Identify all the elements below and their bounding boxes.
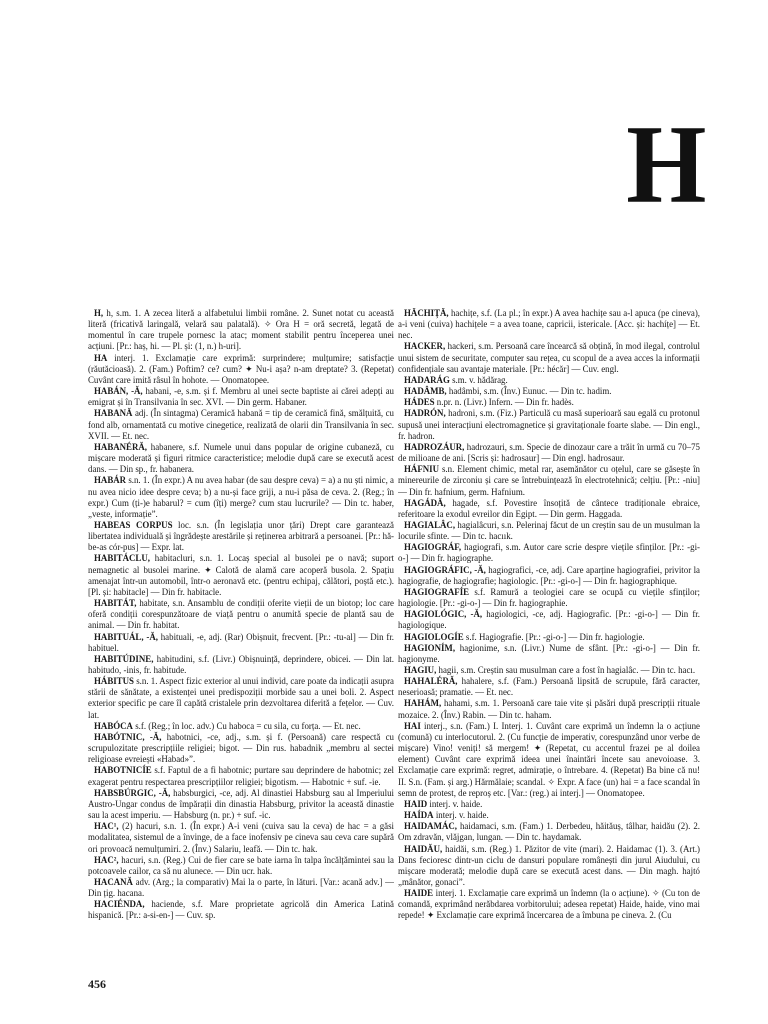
- entry-headword: HAGIALÂC,: [404, 519, 456, 530]
- entry-headword: HABEAS CORPUS: [94, 519, 173, 530]
- dictionary-entry: [88, 821, 394, 854]
- dictionary-entry: [88, 788, 394, 821]
- entry-headword: HAHALÉRĂ,: [404, 676, 458, 687]
- entry-definition: habituali, -e, adj. (Rar) Obișnuit, frecvent. [Pr.: -tu-al] — Din fr. habituel.: [88, 631, 394, 653]
- dictionary-entry: [88, 386, 394, 408]
- dictionary-entry: [88, 877, 394, 899]
- dictionary-entry: [398, 565, 700, 587]
- entry-definition: loc. s.n. (În legislația unor țări) Drept care garantează libertatea individuală și îngrădește arestările și reținerea arbitrară a persoanei. [Pr.: hă-be-as cór-pus] — Expr. lat.: [88, 519, 394, 553]
- dictionary-entry: [398, 632, 700, 643]
- dictionary-entry: [398, 520, 700, 542]
- entry-definition: habotnici, -ce, adj., s.m. și f. (Persoană) care respectă cu scrupulozitate prescripțiile religiei; bigot. — Din rus. habadnik „membru al sectei religioase evreiești «Habad»”.: [88, 731, 394, 765]
- entry-definition: hackeri, s.m. Persoană care încearcă să obțină, în mod ilegal, controlul unui sistem de securitate, computer sau rețea, cu scopul de a avea acces la informații confidențiale sau avantaje materiale. [Pr.: hécăr] — Cuv. engl.: [398, 341, 700, 374]
- entry-definition: s.f. Faptul de a fi habotnic; purtare sau deprindere de habotnic; zel exagerat pentru respectarea prescripțiilor religiei; bigotism. — Habotnic + suf. -ie.: [88, 765, 394, 787]
- entry-definition: habanere, s.f. Numele unui dans popular de origine cubaneză, cu mișcare moderată și figuri ritmice caracteristice; melodie după care se execută acest dans. — Din sp., fr. habanera.: [88, 441, 394, 475]
- entry-definition: hagiologici, -ce, adj. Hagiografic. [Pr.: -gi-o-] — Din fr. hagiologique.: [398, 609, 700, 631]
- dictionary-entry: [398, 888, 700, 921]
- entry-headword: HABITÁT,: [94, 598, 137, 609]
- entry-headword: HAID: [404, 798, 428, 809]
- dictionary-entry: [88, 408, 394, 441]
- dictionary-entry: [398, 676, 700, 698]
- dictionary-entry: [398, 498, 700, 520]
- entry-definition: hahalere, s.f. (Fam.) Persoană lipsită de scrupule, fără caracter, neserioasă; pramatie. — Et. nec.: [398, 676, 700, 698]
- entry-definition: interj. v. haide.: [427, 798, 483, 809]
- entry-headword: HAGIOLÓGIC, -Ă,: [404, 609, 483, 620]
- entry-headword: HABITUÁL, -Ă,: [94, 631, 158, 642]
- dictionary-entry: [398, 408, 700, 441]
- entry-definition: haciende, s.f. Mare proprietate agricolă din America Latină hispanică. [Pr.: a-si-en-] — Cuv. sp.: [88, 899, 394, 921]
- dictionary-entry: [398, 341, 700, 374]
- entry-definition: s.n. 1. Aspect fizic exterior al unui individ, care poate da indicații asupra stării de sănătate, a existenței unei predispoziții morbide sau a unei boli. 2. Aspect exterior specific pe care îl capătă cristalele prin dezvoltarea diferită a fețelor. — Cuv. lat.: [88, 676, 394, 720]
- entry-headword: HAIDE: [404, 888, 434, 899]
- dictionary-entry: [398, 375, 700, 386]
- entry-headword: HĂCHIȚĂ,: [404, 308, 449, 318]
- entry-definition: hadroni, s.m. (Fiz.) Particulă cu masă superioară sau egală cu protonul supusă unei interacțiuni electromagnetice și gravitaționale foarte slabe. — Din engl., fr. hadron.: [398, 408, 700, 441]
- dictionary-entry: [88, 353, 394, 386]
- entry-headword: HADROZÁUR,: [404, 441, 465, 452]
- section-letter: H: [626, 103, 705, 227]
- entry-headword: HABÓCA: [94, 720, 133, 731]
- dictionary-entry: [398, 721, 700, 799]
- dictionary-entry: [88, 475, 394, 520]
- entry-definition: adj. (În sintagma) Ceramică habană = tip de ceramică fină, smălțuită, cu fond alb, ornamentată cu motive cinegetice, realizată de olarii din Transilvania în sec. XVII. — Et. nec.: [88, 408, 394, 441]
- entry-definition: s.f. Ramură a teologiei care se ocupă cu viețile sfinților; hagiologie. [Pr.: -gi-o-] — Din fr. hagiographie.: [398, 586, 700, 609]
- entry-headword: HABÓTNIC, -Ă,: [94, 731, 162, 742]
- dictionary-entry: [88, 765, 394, 787]
- dictionary-entry: [88, 654, 394, 676]
- entry-definition: hadrozauri, s.m. Specie de dinozaur care a trăit în urmă cu 70–75 de milioane de ani. [Scris și: hadrosaur] — Din engl. hadrosaur.: [398, 441, 700, 464]
- dictionary-entry: [88, 855, 394, 877]
- entry-headword: HAIDAMÁC,: [404, 821, 457, 832]
- entry-definition: haidamaci, s.m. (Fam.) 1. Derbedeu, hăităuș, tâlhar, haidău (2). 2. Om zdravăn, vlăjgan, lungan. — Din tc. haydamak.: [398, 821, 700, 843]
- entry-definition: adv. (Arg.; la comparativ) Mai la o parte, în lături. [Var.: acană adv.] — Din țig. hacana.: [88, 876, 394, 899]
- entry-definition: hagiografi, s.m. Autor care scrie despre viețile sfinților. [Pr.: -gi-o-] — Din fr. hagiographe.: [398, 542, 700, 564]
- entry-headword: HAIDĂU,: [404, 843, 443, 854]
- entry-headword: HÁBITUS: [94, 676, 134, 687]
- dictionary-entry: [88, 442, 394, 475]
- entry-definition: s.f. Hagiografie. [Pr.: -gi-o-] — Din fr. hagiologie.: [463, 631, 645, 642]
- entry-definition: s.n. Element chimic, metal rar, asemănător cu oțelul, care se găsește în minereurile de zirconiu și care se întrebuințează în electrotehnică; celțiu. [Pr.: -niu] — Din fr. hafnium, germ. Hafnium.: [398, 464, 700, 497]
- entry-headword: HAGIOGRAFÍE: [404, 586, 470, 597]
- dictionary-entry: [398, 698, 700, 720]
- entry-definition: habitudini, s.f. (Livr.) Obișnuință, deprindere, obicei. — Din lat. habitudo, -inis, fr. habitude.: [88, 653, 394, 675]
- entry-headword: HAGIOLOGÍE: [404, 631, 464, 642]
- entry-definition: interj. 1. Exclamație care exprimă: surprindere; mulțumire; satisfacție (răutăcioasă). 2. (Fam.) Poftim? ce? cum? ✦ Nu-i așa? n-am dreptate? 3. (Repetat) Cuvânt care imită râsul în hohote. — Onomatopee.: [88, 352, 394, 385]
- dictionary-entry: [88, 520, 394, 553]
- entry-headword: HAGIU,: [404, 665, 437, 675]
- dictionary-entry: [88, 632, 394, 654]
- dictionary-entry: [398, 844, 700, 889]
- dictionary-entry: [398, 799, 700, 810]
- entry-definition: s.n. 1. (În expr.) A nu avea habar (de sau despre ceva) = a) a nu ști nimic, a nu avea nicio idee despre ceva; b) a nu-și face griji, a nu-i păsa de ceva. 2. (Reg.; în expr.) Cum (ți-)e habarul? = cum (îți) merge? cum stau lucrurile? — Din tc. haber, „veste, informație”.: [88, 475, 394, 519]
- entry-headword: HADÂMB,: [404, 386, 447, 397]
- entry-headword: HADRÓN,: [404, 408, 446, 419]
- dictionary-entry: [398, 397, 700, 408]
- dictionary-entry: [398, 643, 700, 665]
- entry-headword: HAGIOGRÁF,: [404, 542, 462, 553]
- entry-definition: hahami, s.m. 1. Persoană care taie vite și păsări după prescripții rituale mozaice. 2. (Înv.) Rabin. — Din tc. haham.: [398, 698, 700, 720]
- entry-definition: s.m. v. hădărag.: [449, 374, 508, 385]
- right-column: [398, 308, 700, 948]
- entry-definition: habsburgici, -ce, adj. Al dinastiei Habsburg sau al Imperiului Austro-Ungar condus de împărații din dinastia Habsburg, privitor la această dinastie sau la acest imperiu. — Habsburg (n. pr.) + suf. -ic.: [88, 787, 394, 821]
- entry-headword: HABITÁCLU,: [94, 553, 150, 564]
- entry-definition: haidăi, s.m. (Reg.) 1. Păzitor de vite (mari). 2. Haidamac (1). 3. (Art.) Dans fecioresc dintr-un ciclu de dansuri populare românești din jurul Aiudului, cu mișcare moderată; melodie după care se execută acest dans. — Din magh. hajtó „mânător, gonaci”.: [398, 843, 700, 887]
- entry-definition: hachițe, s.f. (La pl.; în expr.) A avea hachițe sau a-l apuca (pe cineva), a-i veni (cuiva) hachițele = a avea toane, capricii, istericale. [Acc. și: hachíțe] — Et. nec.: [398, 308, 700, 341]
- entry-headword: HABÁN, -Ă,: [94, 386, 143, 397]
- dictionary-entry: [88, 732, 394, 765]
- entry-headword: HÁDES: [404, 397, 435, 408]
- entry-headword: HACKER,: [404, 341, 446, 352]
- left-column: [88, 308, 394, 948]
- entry-definition: h, s.m. 1. A zecea literă a alfabetului limbii române. 2. Sunet notat cu această literă (fricativă laringală, velară sau palatală). ✧ Ora H = oră secretă, legată de momentul în care trupele pornesc la atac; moment stabilit pentru începerea unei acțiuni. [Pr.: haș, hi. — Pl. și: (1, n.) h-uri].: [88, 308, 394, 352]
- entry-headword: HA: [94, 352, 108, 363]
- entry-headword: HÁFNIU: [404, 464, 440, 475]
- entry-definition: hacuri, s.n. (Reg.) Cui de fier care se bate iarna în talpa încălțămintei sau la potcoavele cailor, ca să nu alunece. — Din ucr. hak.: [88, 854, 394, 876]
- entry-definition: hagii, s.m. Creștin sau musulman care a fost în hagialâc. — Din tc. hacı.: [436, 665, 696, 675]
- dictionary-entry: [398, 442, 700, 464]
- entry-definition: hagialâcuri, s.n. Pelerinaj făcut de un creștin sau de un musulman la locurile sfinte. — Din tc. hacıık.: [398, 519, 700, 542]
- entry-definition: hadâmbi, s.m. (Înv.) Eunuc. — Din tc. hadim.: [446, 386, 612, 397]
- dictionary-entry: [398, 587, 700, 609]
- dictionary-entry: [88, 308, 394, 353]
- dictionary-entry: [88, 721, 394, 732]
- dictionary-entry: [88, 676, 394, 721]
- entry-headword: HAI: [404, 720, 421, 731]
- dictionary-entry: [398, 810, 700, 821]
- entry-headword: HAGÁDĂ,: [404, 497, 446, 508]
- entry-headword: HACIÉNDA,: [94, 899, 145, 910]
- entry-definition: interj. v. haide.: [433, 810, 489, 821]
- dictionary-entry: [398, 308, 700, 341]
- entry-headword: HAGIOGRÁFIC, -Ă,: [404, 564, 486, 575]
- entry-headword: HADARÁG: [404, 374, 450, 385]
- page-number: 456: [88, 977, 106, 991]
- entry-definition: habani, -e, s.m. și f. Membru al unei secte baptiste ai cărei adepți au emigrat și în Transilvania în sec. XVI. — Din germ. Habaner.: [88, 386, 394, 408]
- entry-headword: HABSBÚRGIC, -Ă,: [94, 787, 171, 798]
- dictionary-entry: [398, 542, 700, 564]
- entry-headword: HABOTNICÍE: [94, 765, 152, 776]
- entry-headword: HAHÁM,: [404, 698, 442, 709]
- entry-headword: H,: [94, 308, 104, 318]
- dictionary-entry: [398, 386, 700, 397]
- dictionary-entry: [398, 464, 700, 497]
- dictionary-entry: [398, 609, 700, 631]
- entry-definition: hagionime, s.n. (Livr.) Nume de sfânt. [Pr.: -gi-o-] — Din fr. hagionyme.: [398, 642, 700, 664]
- entry-definition: interj., s.n. (Fam.) I. Interj. 1. Cuvânt care exprimă un îndemn la o acțiune (comună) cu interlocutorul. 2. (Cu funcție de imperativ, corespunzând unor verbe de mișcare) Vino! veniți! să mergem! ✦ (Repetat, cu accentul frazei pe al doilea element) Cuvânt care exprimă ideea unei înaintări încete sau anevoioase. 3. Exclamație care exprimă: regret, admirație, o întrebare. 4. (Repetat) Ba bine că nu! II. S.n. (Fam. și arg.) Hărmălaie; scandal. ✧ Expr. A face (un) hai = a face scandal în semn de protest, de reproș etc. [Var.: (reg.) ai interj.] — Onomatopee.: [398, 720, 700, 798]
- entry-headword: HAÍDA: [404, 810, 434, 821]
- entry-headword: HACANĂ: [94, 876, 133, 887]
- entry-headword: HABÁR: [94, 475, 127, 486]
- dictionary-entry: [398, 665, 700, 676]
- entry-definition: (2) hacuri, s.n. 1. (În expr.) A-i veni (cuiva sau la ceva) de hac = a găsi modalitatea, sistemul de a învinge, de a face inofensiv pe cineva sau ceva care supără ori provoacă nemulțumiri. 2. (Înv.) Salariu, leafă. — Din tc. hak.: [88, 821, 394, 854]
- dictionary-entry: [398, 821, 700, 843]
- entry-definition: habitate, s.n. Ansamblu de condiții oferite vieții de un biotop; loc care oferă condiții corespunzătoare de viață pentru o anumită specie de plantă sau de animal. — Din fr. habitat.: [88, 598, 394, 631]
- entry-headword: HAC¹,: [94, 821, 119, 832]
- dictionary-entry: [88, 899, 394, 921]
- entry-headword: HAGIONÍM,: [404, 642, 456, 653]
- entry-definition: hagiografici, -ce, adj. Care aparține hagiografiei, privitor la hagiografie, de hagiografie; hagiologic. [Pr.: -gi-o-] — Din fr. hagiographique.: [398, 564, 700, 586]
- entry-headword: HABANĂ: [94, 408, 133, 419]
- dictionary-entry: [88, 598, 394, 631]
- entry-headword: HABANÉRĂ,: [94, 441, 148, 452]
- dictionary-entry: [88, 553, 394, 598]
- entry-definition: n.pr. n. (Livr.) Infern. — Din fr. hadès.: [434, 397, 574, 408]
- entry-headword: HAC²,: [94, 854, 119, 865]
- entry-definition: s.f. (Reg.; în loc. adv.) Cu haboca = cu sila, cu forța. — Et. nec.: [132, 720, 361, 731]
- entry-definition: hagade, s.f. Povestire însoțită de cântece tradiționale ebraice, referitoare la exodul evreilor din Egipt. — Din germ. Haggada.: [398, 497, 700, 519]
- entry-headword: HABITÚDINE,: [94, 653, 154, 664]
- entry-definition: habitacluri, s.n. 1. Locaș special al busolei pe o navă; suport nemagnetic al busolei marine. ✦ Calotă de alamă care acoperă busola. 2. Spațiu amenajat într-un automobil, într-o aeronavă etc. (pentru echipaj, călători, poștă etc.). [Pl. și: habitacle] — Din fr. habitacle.: [88, 553, 394, 597]
- entry-definition: interj. 1. Exclamație care exprimă un îndemn (la o acțiune). ✧ (Cu ton de comandă, exprimând nerăbdarea vorbitorului; adesea repetat) Haide, haide, vino mai repede! ✦ Exclamație care exprimă încercarea de a îmbuna pe cineva. 2. (Cu: [398, 888, 700, 921]
